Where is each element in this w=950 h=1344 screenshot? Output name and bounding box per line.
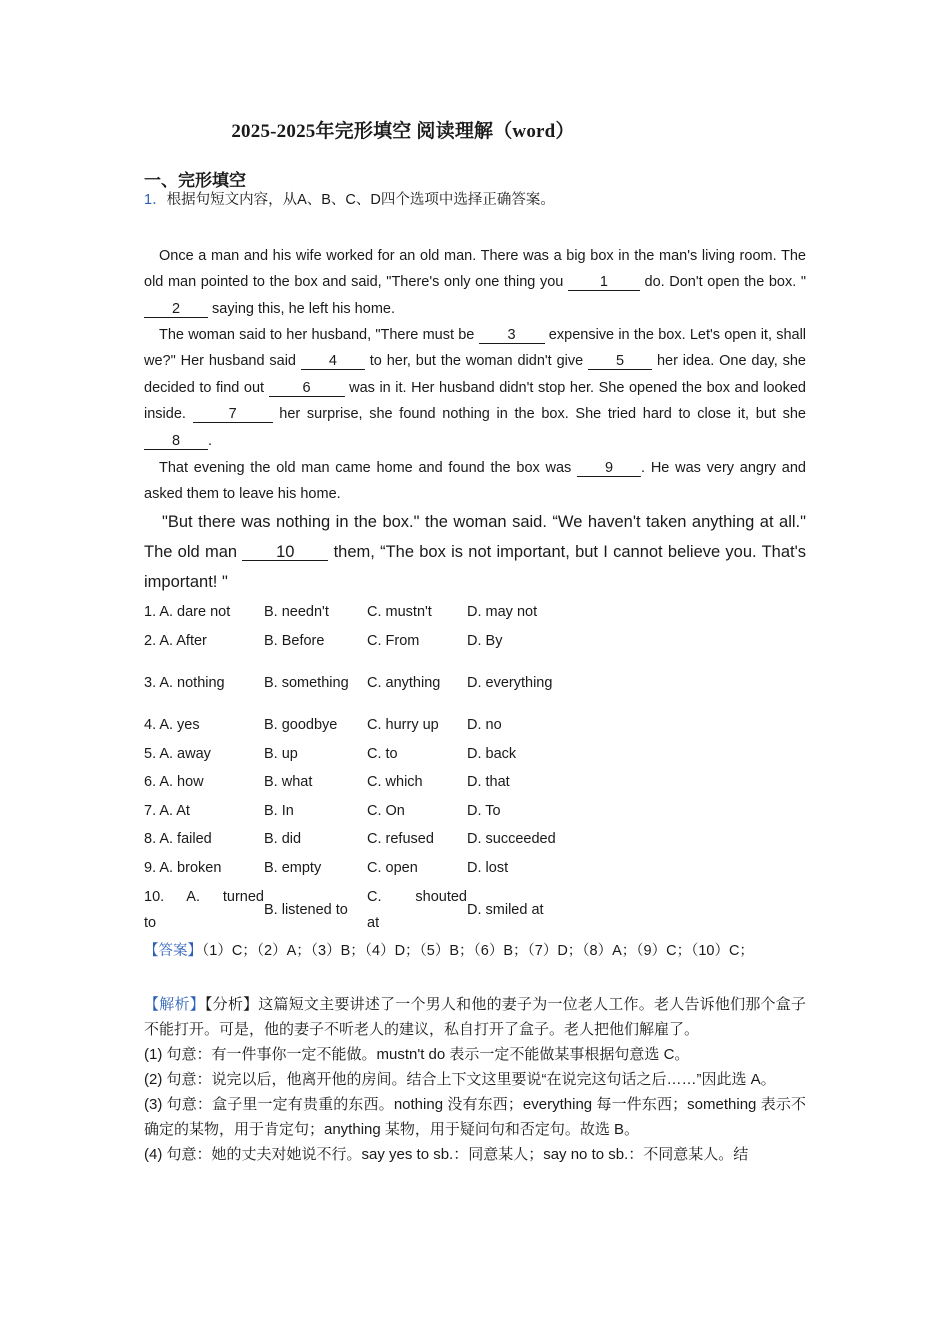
blank-3: 3 [479,327,545,344]
analysis-item: (4) 句意：她的丈夫对她说不行。say yes to sb.：同意某人；say no to sb.：不同意某人。结 [144,1146,749,1163]
passage-text: The woman said to her husband, "There must be [159,327,479,343]
blank-4: 4 [301,353,365,370]
option-b: B. In [264,802,294,819]
blank-8: 8 [144,433,208,450]
option-row [144,740,587,769]
option-row [144,797,587,826]
option-row [144,882,587,938]
answer-block [144,938,806,965]
passage-text: them, “The box is not important, but I cannot believe you. That's important! " [144,543,806,591]
option-a: 2. A. After [144,632,207,649]
blank-9: 9 [577,460,641,477]
option-row [144,768,587,797]
option-d: D. back [467,745,517,762]
page-title: 2025-2025年完形填空 阅读理解（word） [231,121,575,142]
option-a: 4. A. yes [144,717,200,734]
option-d: D. succeeded [467,831,556,848]
option-a: 9. A. broken [144,859,222,876]
option-d: D. that [467,774,510,791]
option-a: 10. A. turned to [144,889,264,931]
option-row [144,598,587,627]
option-d: D. To [467,802,501,819]
option-a: 8. A. failed [144,831,212,848]
analysis-block [144,992,806,1167]
option-row [144,627,587,656]
analysis-item: (2) 句意：说完以后，他离开他的房间。结合上下文这里要说“在说完这句话之后……”因此选 A。 [144,1071,776,1088]
option-d: D. lost [467,859,509,876]
analysis-item: (1) 句意：有一件事你一定不能做。mustn't do 表示一定不能做某事根据句意选 C。 [144,1046,690,1063]
passage-text: "But there was nothing in the box." the woman said. “We haven't taken anything at all." The old man [144,513,806,561]
passage-text: her surprise, she found nothing in the box. She tried hard to close it, but she [272,406,806,423]
option-d: D. smiled at [467,902,544,918]
passage-paragraph-1 [144,243,806,322]
analysis-intro [144,992,806,1042]
passage-text: do. Don't open the box. " [639,274,806,291]
section-heading: 一、完形填空 [144,171,246,190]
passage-text: Once a man and his wife worked for an old man. There was a big box in the man's living room. The old man pointed to the box and said, "There's only one thing you [144,248,806,291]
blank-5: 5 [588,353,652,370]
option-c: C. From [367,632,420,649]
option-c: C. shouted at [367,889,467,931]
option-row [144,854,587,883]
blank-6: 6 [269,380,345,397]
option-b: B. goodbye [264,717,338,734]
question-number: 1． [144,192,167,208]
passage-paragraph-3 [144,455,806,508]
option-a: 7. A. At [144,802,190,819]
option-c: C. On [367,802,405,819]
passage-text: saying this, he left his home. [208,300,395,317]
blank-7: 7 [193,406,273,423]
passage-text: her idea. One day, she decided to find out [144,353,806,396]
option-d: D. everything [467,675,553,691]
passage-text: was in it. Her husband didn't stop her. She opened the box and looked inside. [144,379,806,423]
option-b: B. listened to [264,902,348,918]
option-c: C. anything [367,675,441,691]
option-c: C. which [367,774,423,791]
instruction-text: 根据句短文内容，从A、B、C、D四个选项中选择正确答案。 [166,192,555,208]
option-c: C. hurry up [367,717,439,734]
answer-text: （1）C；（2）A；（3）B；（4）D；（5）B；（6）B；（7）D；（8）A；（9）C；（10）C； [202,943,754,959]
option-row [144,825,587,854]
option-b: B. did [264,831,302,848]
analysis-tag: 【解析】 [144,996,205,1013]
option-c: C. to [367,745,398,762]
option-a: 3. A. nothing [144,675,225,691]
blank-10: 10 [242,544,328,561]
option-b: B. Before [264,632,325,649]
option-b: B. up [264,745,298,762]
passage-text: expensive in the box. Let's open it, shall we?" Her husband said [144,327,807,370]
passage-paragraph-2 [144,322,806,454]
option-b: B. empty [264,859,322,876]
option-c: C. mustn't [367,604,432,621]
question-instruction [144,188,555,209]
analysis-intro-text: 【分析】这篇短文主要讲述了一个男人和他的妻子为一位老人工作。老人告诉他们那个盒子不能打开。可是，他的妻子不听老人的建议，私自打开了盒子。老人把他们解雇了。 [144,996,806,1038]
option-d: D. By [467,632,503,649]
analysis-item: (3) 句意：盒子里一定有贵重的东西。nothing 没有东西；everything 每一件东西；something 表示不确定的某物，用于肯定句；anything 某物，用于疑问句和否定句。故选 B。 [144,1096,806,1138]
option-a: 1. A. dare not [144,604,231,621]
option-b: B. what [264,774,313,791]
answer-tag: 【答案】 [144,943,202,959]
option-d: D. no [467,717,502,734]
option-c: C. refused [367,831,434,848]
options-table [144,598,587,938]
option-a: 6. A. how [144,774,204,791]
option-row [144,655,587,711]
passage-text: . [208,432,213,449]
blank-1: 1 [568,274,640,291]
option-b: B. needn't [264,604,329,621]
option-b: B. something [264,675,349,691]
passage-text: to her, but the woman didn't give [364,353,589,370]
passage-text: . He was very angry and asked them to leave his home. [144,460,806,503]
option-a: 5. A. away [144,745,211,762]
passage-paragraph-4 [144,507,806,597]
passage-text: That evening the old man came home and found the box was [159,460,578,476]
option-d: D. may not [467,604,538,621]
blank-2: 2 [144,301,208,318]
option-row [144,711,587,740]
option-c: C. open [367,859,418,876]
